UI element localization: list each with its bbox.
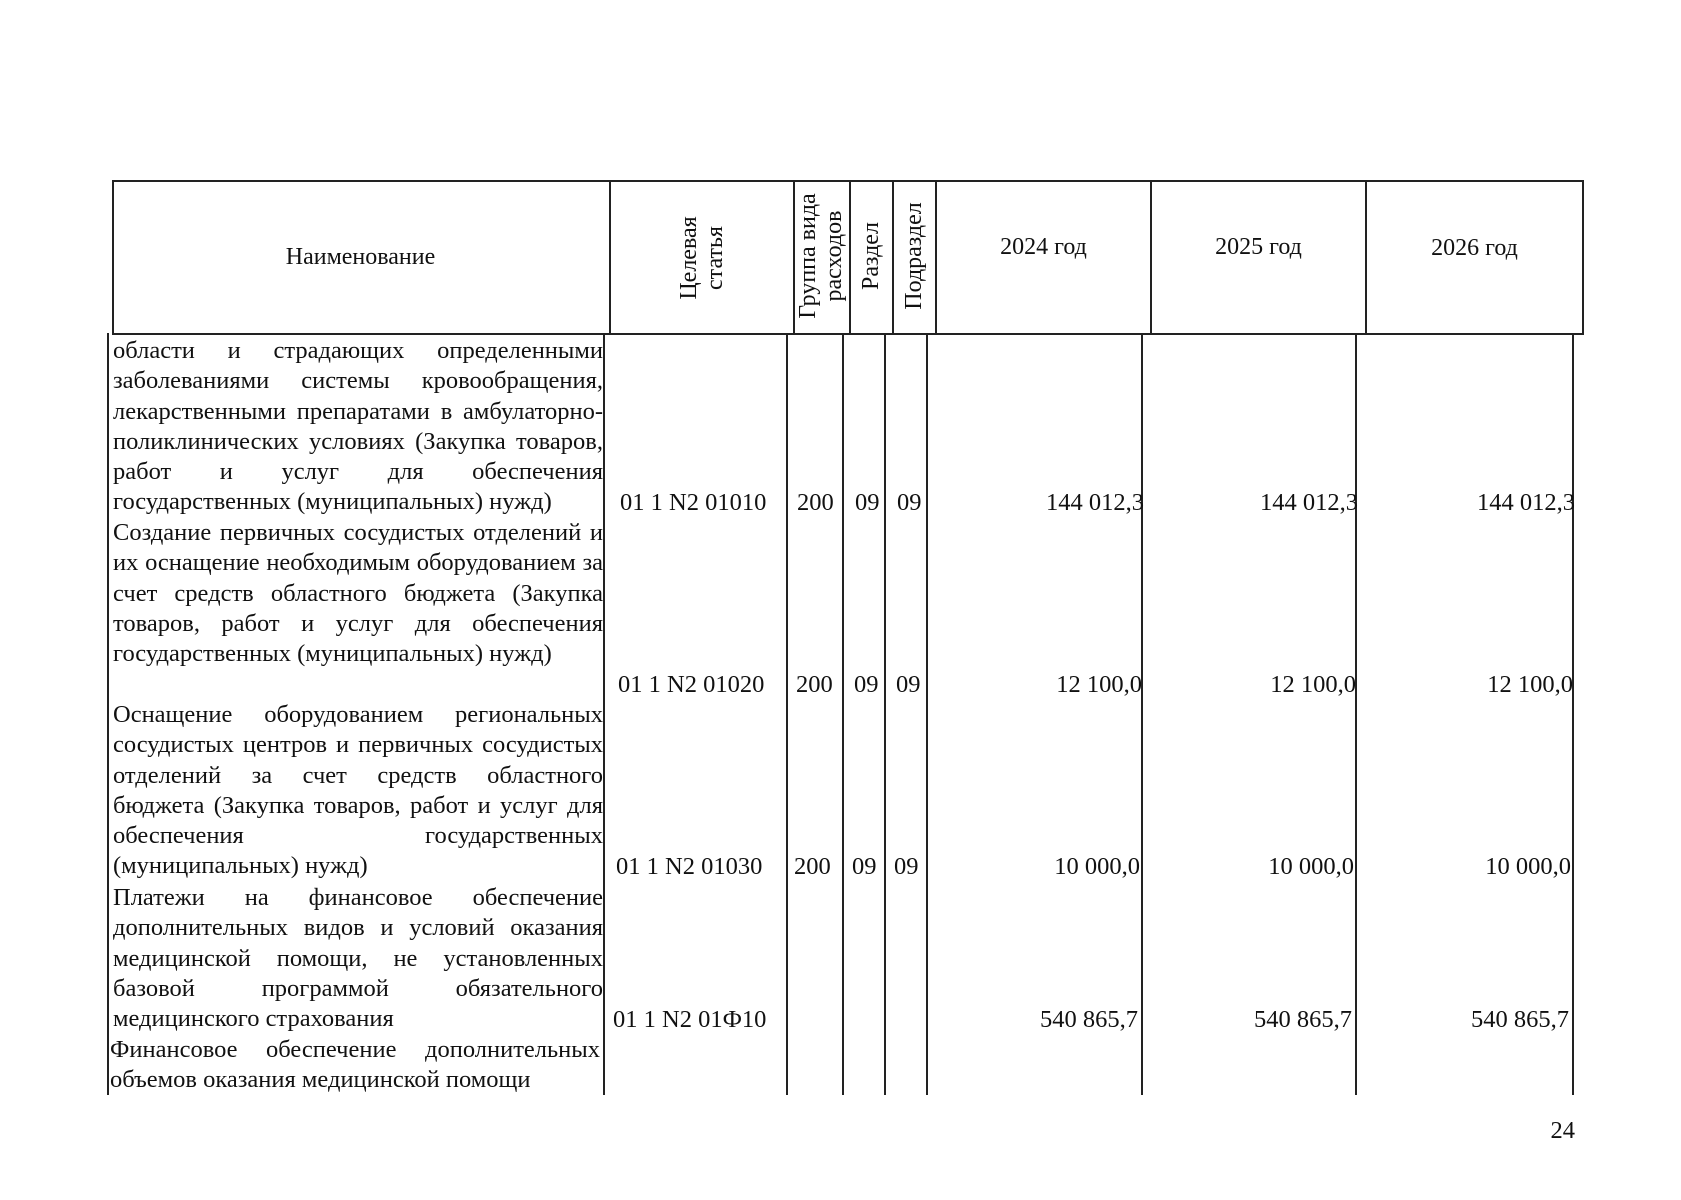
col-line-5-body	[926, 333, 928, 1095]
row-3-2025: 10 000,0	[1268, 853, 1354, 880]
row-2-section: 09	[854, 671, 879, 698]
row-3-subsection: 09	[894, 853, 919, 880]
col-line-4-header	[892, 180, 894, 335]
header-group-line1: Группа вида	[795, 193, 821, 319]
header-name: Наименование	[285, 244, 436, 270]
header-bottom-border	[112, 333, 1584, 335]
row-1-2024: 144 012,3	[1046, 489, 1144, 516]
header-subsection-label: Подраздел	[901, 202, 927, 310]
row-1-group: 200	[797, 489, 834, 516]
row-4-2024: 540 865,7	[1040, 1006, 1138, 1033]
header-2026: 2026 год	[1431, 234, 1518, 261]
col-line-3-header	[849, 180, 851, 335]
col-line-1-header	[609, 180, 611, 335]
col-line-right-body	[1572, 333, 1574, 1095]
header-target-line2: статья	[702, 226, 728, 290]
row-1-2026: 144 012,3	[1477, 489, 1575, 516]
row-1-2025: 144 012,3	[1260, 489, 1358, 516]
row-2-subsection: 09	[896, 671, 921, 698]
row-1-description: области и страдающих определенными заболеваниями системы кровообращения, лекарственными препаратами в амбулаторно-поликлинических условиях (Закупка товаров, работ и услуг для обеспечения государственных (муниципальных) нужд)	[113, 337, 603, 516]
col-line-6-body	[1141, 333, 1143, 1095]
row-3-section: 09	[852, 853, 877, 880]
header-2024: 2024 год	[1000, 233, 1087, 260]
header-target	[676, 216, 728, 299]
row-4-description: Платежи на финансовое обеспечение дополнительных видов и условий оказания медицинской помощи, не установленных базовой программой обязательного медицинского страхования	[113, 884, 603, 1033]
row-3-2026: 10 000,0	[1485, 853, 1571, 880]
row-1-section: 09	[855, 489, 880, 516]
row-2-2025: 12 100,0	[1270, 671, 1356, 698]
col-line-2-body	[786, 333, 788, 1095]
row-3-description: Оснащение оборудованием региональных сосудистых центров и первичных сосудистых отделений за счет средств областного бюджета (Закупка товаров, работ и услуг для обеспечения государственных (муниципальных) нужд)	[113, 701, 603, 880]
row-4-2026: 540 865,7	[1471, 1006, 1569, 1033]
header-subsection	[901, 202, 927, 309]
row-2-2024: 12 100,0	[1056, 671, 1142, 698]
header-group-line2: расходов	[821, 210, 847, 302]
header-2025: 2025 год	[1215, 233, 1302, 260]
row-4-2025: 540 865,7	[1254, 1006, 1352, 1033]
page-number: 24	[1550, 1117, 1575, 1144]
header-section	[858, 222, 884, 290]
col-line-right-header	[1582, 180, 1584, 335]
header-section-label: Раздел	[858, 222, 884, 290]
row-2-2026: 12 100,0	[1487, 671, 1573, 698]
header-target-line1: Целевая	[676, 216, 702, 300]
row-1-subsection: 09	[897, 489, 922, 516]
col-line-4-body	[884, 333, 886, 1095]
row-2-code: 01 1 N2 01020	[618, 671, 765, 698]
row-4-code: 01 1 N2 01Ф10	[613, 1006, 767, 1033]
col-line-left-body	[107, 333, 109, 1095]
col-line-3-body	[842, 333, 844, 1095]
row-3-code: 01 1 N2 01030	[616, 853, 763, 880]
row-3-2024: 10 000,0	[1054, 853, 1140, 880]
row-2-description: Создание первичных сосудистых отделений и их оснащение необходимым оборудованием за счет средств областного бюджета (Закупка товаров, работ и услуг для обеспечения государственных (муниципальных) нужд)	[113, 519, 603, 668]
row-1-code: 01 1 N2 01010	[620, 489, 767, 516]
col-line-1-body	[603, 333, 605, 1095]
row-5-description: Финансовое обеспечение дополнительных объемов оказания медицинской помощи	[110, 1036, 600, 1094]
row-2-group: 200	[796, 671, 833, 698]
header-expense-group	[795, 193, 847, 318]
col-line-7-body	[1355, 333, 1357, 1095]
row-3-group: 200	[794, 853, 831, 880]
